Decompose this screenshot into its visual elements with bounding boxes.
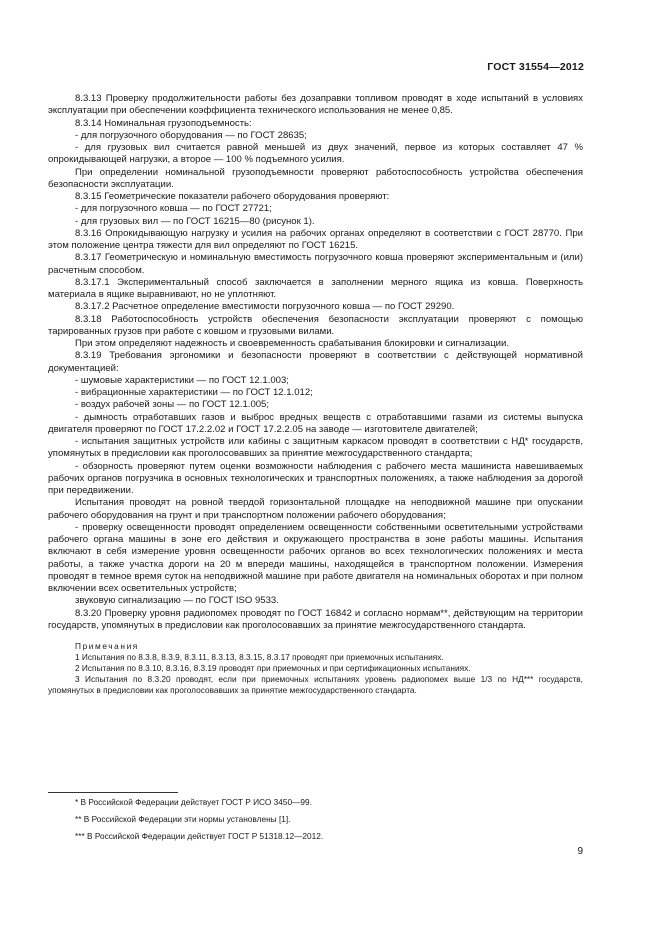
notes-section — [48, 641, 583, 696]
paragraph: 8.3.17 Геометрическую и номинальную вместимость погрузочного ковша проверяют экспериментальным и (или) расчетным способом. — [48, 252, 583, 276]
footnote-divider — [48, 792, 178, 793]
note-item: 2 Испытания по 8.3.10, 8.3.16, 8.3.19 проводят при приемочных и при сертификационных испытаниях. — [75, 663, 471, 673]
note-item: 3 Испытания по 8.3.20 проводят, если при приемочных испытаниях уровень радиопомех выше 1/3 по НД*** государств, упомянутых в предисловии как проголосовавших за принятие межгосударственного стандарта. — [48, 674, 583, 695]
paragraph: 8.3.20 Проверку уровня радиопомех проводят по ГОСТ 16842 и согласно нормам**, действующим на территории государств, упомянутых в предисловии как проголосовавших за принятие межгосударственного стандарта. — [48, 607, 583, 631]
footnote: ** В Российской Федерации эти нормы установлены [1]. — [75, 814, 291, 824]
list-item: - обзорность проверяют путем оценки возможности наблюдения с рабочего места машиниста навешиваемых рабочих органов погрузчика в основных технологических и транспортных положениях, а также наблюдения за дорогой при передвижении. — [48, 460, 583, 496]
list-item: - проверку освещенности проводят определением освещенности собственными осветительными устройствами рабочего органа машины в зоне его действия и окружающего пространства в зоне работы машины. Испытания включают в себя измерение уровня освещенности рабочих органов во всех технологических положениях и места работы, а также участка дороги на 20 м впереди машины, находящейся в транспортном положении. Измерения проводят в темное время суток на неподвижной машине при работе двигателя на номинальных оборотах и при полном включении всех осветительных устройств; — [48, 521, 583, 594]
note-item: 1 Испытания по 8.3.8, 8.3.9, 8.3.11, 8.3.13, 8.3.15, 8.3.17 проводят при приемочных испытаниях. — [75, 652, 444, 662]
paragraph: 8.3.18 Работоспособность устройств обеспечения безопасности эксплуатации проверяют с помощью тарированных грузов при работе с ковшом и грузовыми вилами. — [48, 313, 583, 337]
notes-title: Примечания — [75, 641, 139, 651]
paragraph: 8.3.17.1 Экспериментальный способ заключается в заполнении мерного ящика из ковша. Поверхность материала в ящике выравнивают, но не уплотняют. — [48, 276, 583, 300]
paragraph: 8.3.16 Опрокидывающую нагрузку и усилия на рабочих органах определяют в соответствии с ГОСТ 28770. При этом положение центра тяжести для вил определяют по ГОСТ 16215. — [48, 227, 583, 251]
paragraph: звуковую сигнализацию — по ГОСТ ISO 9533. — [75, 595, 279, 607]
paragraph: 8.3.14 Номинальная грузоподъемность: — [75, 117, 252, 129]
list-item: - для грузовых вил — по ГОСТ 16215—80 (рисунок 1). — [75, 215, 315, 227]
footnote: * В Российской Федерации действует ГОСТ Р ИСО 3450—99. — [75, 797, 312, 807]
paragraph: При этом определяют надежность и своевременность срабатывания блокировки и сигнализации. — [75, 338, 510, 349]
paragraph: 8.3.13 Проверку продолжительности работы без дозаправки топливом проводят в ходе испытаний в условиях эксплуатации при обеспечении коэффициента технического использования не менее 0,85. — [48, 93, 583, 117]
list-item: - дымность отработавших газов и выброс вредных веществ с отработавшими газами из системы выпуска двигателя проверяют по ГОСТ 17.2.2.02 и ГОСТ 17.2.2.05 на заводе — изготовителе двигателей; — [48, 411, 583, 435]
list-item: - для погрузочного ковша — по ГОСТ 27721; — [75, 203, 272, 215]
list-item: - для погрузочного оборудования — по ГОСТ 28635; — [75, 129, 307, 141]
list-item: - для грузовых вил считается равной меньшей из двух значений, первое из которых составляет 47 % опрокидывающей нагрузки, а второе — 100 % подъемного усилия. — [48, 142, 583, 166]
paragraph: 8.3.15 Геометрические показатели рабочего оборудования проверяют: — [75, 191, 390, 202]
document-header: ГОСТ 31554—2012 — [487, 61, 584, 73]
list-item: - шумовые характеристики — по ГОСТ 12.1.003; — [75, 374, 289, 386]
paragraph: 8.3.17.2 Расчетное определение вместимости погрузочного ковша — по ГОСТ 29290. — [75, 301, 455, 313]
document-body — [48, 93, 583, 696]
paragraph: 8.3.19 Требования эргономики и безопасности проверяют в соответствии с действующей нормативной документацией: — [48, 350, 583, 374]
list-item: - вибрационные характеристики — по ГОСТ 12.1.012; — [75, 387, 313, 398]
paragraph: При определении номинальной грузоподъемности проверяют работоспособность устройства обеспечения безопасности эксплуатации. — [48, 166, 583, 190]
footnotes — [48, 797, 583, 848]
page-number: 9 — [577, 846, 583, 857]
footnote: *** В Российской Федерации действует ГОСТ Р 51318.12—2012. — [75, 831, 324, 841]
list-item: - воздух рабочей зоны — по ГОСТ 12.1.005; — [75, 399, 270, 411]
paragraph: Испытания проводят на ровной твердой горизонтальной площадке на неподвижной машине при опускании рабочего оборудования на грунт и при транспортном положении рабочего оборудования; — [48, 497, 583, 521]
list-item: - испытания защитных устройств или кабины с защитным каркасом проводят в соответствии с НД* государств, упомянутых в предисловии как проголосовавших за принятие межгосударственного стандарта; — [48, 436, 583, 460]
